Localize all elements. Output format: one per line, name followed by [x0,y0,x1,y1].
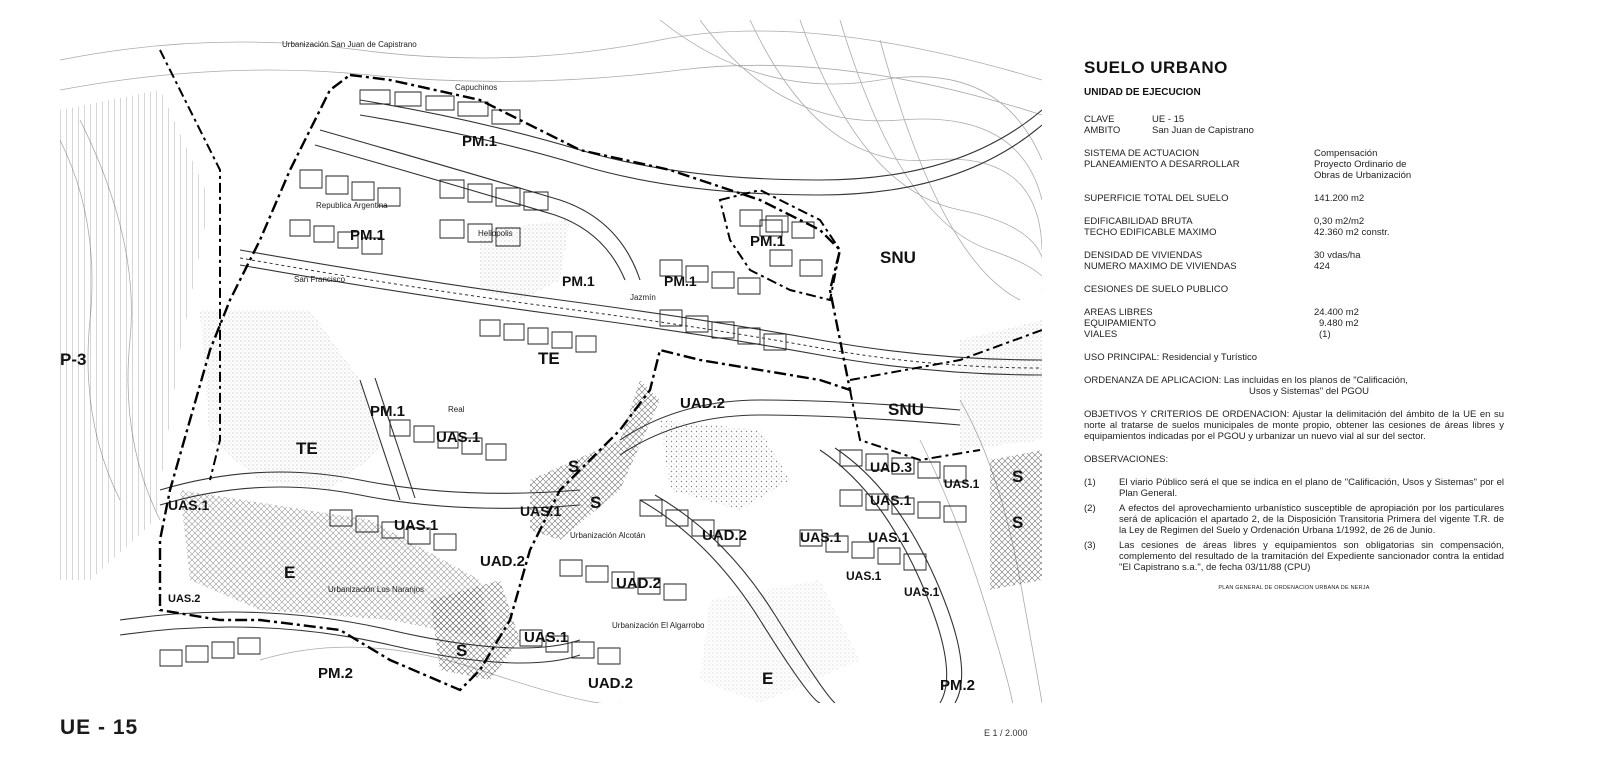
densidad-value: 30 vdas/ha [1314,250,1361,261]
zone-label-uad3: UAD.3 [870,459,913,475]
ambito-label: AMBITO [1084,125,1121,136]
uso-principal: USO PRINCIPAL: Residencial y Turístico [1084,352,1257,363]
sheet-title: SUELO URBANO [1084,58,1228,77]
zone-label-pm1: PM.1 [350,227,386,244]
superficie-row [1084,193,1504,204]
zone-label-uas1: UAS.1 [168,497,210,513]
zone-label-uas1: UAS.1 [904,585,940,599]
zone-label-snu: SNU [880,248,916,267]
note-1 [1084,477,1504,499]
zone-label-s: S [590,493,602,512]
zone-label-pm1: PM.1 [750,233,786,250]
zone-label-uad2: UAD.2 [702,527,748,544]
edificabilidad-row [1084,216,1504,227]
street-label: Capuchinos [455,83,498,92]
street-label: Heliopolis [478,229,513,238]
ordenanza-line-1: ORDENANZA DE APLICACION: Las incluidas en los planos de "Calificación, [1084,375,1408,386]
note-text: El viario Público será el que se indica en el plano de "Calificación, Usos y Sistemas" por el Plan General. [1119,477,1504,499]
observaciones-label: OBSERVACIONES: [1084,454,1169,465]
zone-label-uas2: UAS.2 [168,593,201,605]
equip-value: 9.480 m2 [1319,318,1359,329]
areas-value: 24.400 m2 [1314,307,1359,318]
techo-label: TECHO EDIFICABLE MAXIMO [1084,227,1217,238]
street-label: Urbanización Alcotán [570,531,646,540]
zone-label-uas1: UAS.1 [520,503,562,519]
zone-label-s: S [1012,513,1024,532]
ambito-value: San Juan de Capistrano [1152,125,1254,136]
zone-label-pm1: PM.1 [370,403,406,420]
street-label: Urbanización Los Naranjos [328,585,425,594]
zone-label-uas1: UAS.1 [436,429,481,446]
map-scale: E 1 / 2.000 [984,728,1028,738]
note-text: Las cesiones de áreas libres y equipamientos son obligatorias sin compensación, complemento del resultado de la tramitación del Expediente sancionador contra la entidad "El Capistrano s.a.", de fecha 03/11/88 (CPU) [1119,540,1504,573]
zone-label-uad2: UAD.2 [680,395,726,412]
plan-credit: PLAN GENERAL DE ORDENACION URBANA DE NERJA [1218,585,1370,591]
note-text: A efectos del aprovechamiento urbanístico susceptible de apropiación por los particulares será de aplicación el apartado 2, de la Disposición Transitoria Primera del vigente T.R. de la Ley de Regimen del Suelo y Ordenación Urbana 1/1992, de 26 de Junio. [1119,503,1504,536]
street-label: Republica Argentina [316,201,388,210]
note-number: (3) [1084,540,1096,551]
planeamiento-value-2: Obras de Urbanización [1314,170,1412,181]
planeamiento-row-2 [1084,170,1504,181]
viales-value: (1) [1319,329,1331,340]
edificabilidad-value: 0,30 m2/m2 [1314,216,1365,227]
map-code-title: UE - 15 [60,716,139,739]
edificabilidad-label: EDIFICABILIDAD BRUTA [1084,216,1193,227]
zone-label-uas1: UAS.1 [800,529,842,545]
superficie-label: SUPERFICIE TOTAL DEL SUELO [1084,193,1229,204]
street-label: Real [448,405,465,414]
planeamiento-row [1084,159,1504,170]
green-area-4 [960,320,1042,450]
sistema-label: SISTEMA DE ACTUACION [1084,148,1200,159]
sistema-value: Compensación [1314,148,1378,159]
zone-label-uas1: UAS.1 [846,569,882,583]
areas-label: AREAS LIBRES [1084,307,1153,318]
objetivos: OBJETIVOS Y CRITERIOS DE ORDENACION: Ajustar la delimitación del ámbito de la UE en su norte al tratarse de suelos municipales de monte propio, obtener las cesiones de áreas libres y equipamientos indicadas por el PGOU y urbanizar un nuevo vial al sur del sector. [1084,409,1504,442]
viales-row [1084,329,1504,340]
clave-label: CLAVE [1084,114,1115,125]
note-2 [1084,503,1504,536]
zone-label-uas1: UAS.1 [524,629,569,646]
numero-value: 424 [1314,261,1330,272]
zone-label-uas1: UAS.1 [868,529,910,545]
zone-label-te: TE [296,439,318,458]
zone-label-te: TE [538,349,560,368]
zone-label-p3: P-3 [60,350,87,369]
planeamiento-value-1: Proyecto Ordinario de [1314,159,1407,170]
areas-row [1084,307,1504,318]
zone-label-s: S [1012,467,1024,486]
zone-label-pm1: PM.1 [562,273,595,289]
sheet-subtitle: UNIDAD DE EJECUCION [1084,87,1201,98]
zone-label-uas1: UAS.1 [870,492,912,508]
zone-label-s: S [568,457,580,476]
zone-label-uas1: UAS.1 [394,517,439,534]
zone-label-pm1: PM.1 [664,273,697,289]
street-label: Urbanización El Algarrobo [612,621,705,630]
equip-row [1084,318,1504,329]
note-3 [1084,540,1504,573]
ordenanza-line-2: Usos y Sistemas" del PGOU [1249,386,1370,397]
clave-row [1084,114,1504,125]
zone-label-pm2: PM.2 [940,677,976,694]
superficie-value: 141.200 m2 [1314,193,1365,204]
zone-label-pm1: PM.1 [462,133,498,150]
note-number: (1) [1084,477,1096,488]
street-label: San Francisco [294,275,346,284]
densidad-row [1084,250,1504,261]
zone-label-e: E [284,563,296,582]
zone-label-s: S [456,641,468,660]
cesiones-label: CESIONES DE SUELO PUBLICO [1084,284,1229,295]
ambito-row [1084,125,1504,136]
equip-label: EQUIPAMIENTO [1084,318,1156,329]
sistema-row [1084,148,1504,159]
street-label: Urbanización San Juan de Capistrano [282,40,417,49]
viales-label: VIALES [1084,329,1118,340]
ue-data-sheet [1084,58,1504,594]
zone-label-uad2: UAD.2 [616,575,662,592]
densidad-label: DENSIDAD DE VIVIENDAS [1084,250,1203,261]
street-label: Jazmín [630,293,656,302]
clave-value: UE - 15 [1152,114,1185,125]
planeamiento-label: PLANEAMIENTO A DESARROLLAR [1084,159,1240,170]
zone-label-uad2: UAD.2 [480,553,526,570]
zone-label-pm2: PM.2 [318,665,354,682]
urban-plan-map [60,20,1042,703]
techo-value: 42.360 m2 constr. [1314,227,1390,238]
note-number: (2) [1084,503,1096,514]
techo-row [1084,227,1504,238]
zone-label-snu: SNU [888,400,924,419]
numero-label: NUMERO MAXIMO DE VIVIENDAS [1084,261,1237,272]
zone-label-uad2: UAD.2 [588,675,634,692]
numero-row [1084,261,1504,272]
zone-label-uas1: UAS.1 [944,477,980,491]
zone-label-e: E [762,669,774,688]
